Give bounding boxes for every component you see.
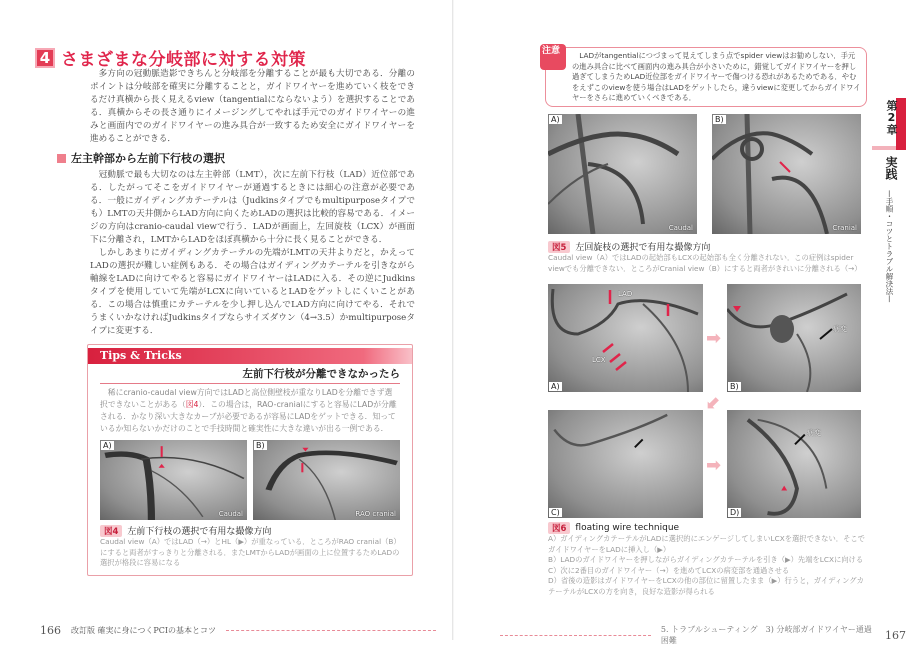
footer-rule (226, 630, 436, 631)
body-paragraph-2: しかしあまりにガイディングカテーテルの先端がLMTの天井よりだと，かえってLADの選択が難しい症例もある．その場合はガイディングカテーテルを引きながら軸線をLADに向けてやると容易にガイドワイヤーはLADに入る．その逆にJudkinsタイプを使用していて先端がLCXに向いているとLADをゲットしにくいことがある．この場合は慎重にカテーテルを少し押し込んでLAD方向に向けてやる．それでうまくいかなければJudkinsタイプならサイズダウン（4→3.5）かmultipurposeタイプに変更する． (90, 248, 415, 336)
panel-label: B) (256, 441, 265, 450)
intro-paragraph: 多方向の冠動脈造影できちんと分岐部を分離することが最も大切である．分離のポイントは分岐部を確実に分離することと，ガイドワイヤーを進めていく枝をできるだけ真横から長く見えるview（tangentialにならないよう）を選択することである．真横からその長さ通りにイメージングしてやれば手元でのガイドワイヤーの進みと画面内でのガイドワイヤーの進み具合が一致するため安全にガイドワイヤーを進めることができる． (90, 69, 415, 144)
figure-label: 図4 (100, 525, 122, 537)
body-paragraph-1: 冠動脈で最も大切なのは左主幹部（LMT），次に左前下行枝（LAD）近位部である．したがってそこをガイドワイヤーが通過するときには細心の注意が必要である．一般にガイディングカテーテルは（Judkinsタイプでもmultipurposeタイプでも）LMTの天井側からLAD方向に向くためLADの選択は比較的容易である．イメージの方向はcranio-caudal viewで行う．LADが画面上，左回旋枝（LCX）が画面下に分離され，LMTからLADをほぼ真横から十分に長く見ることができる． (90, 170, 415, 245)
figure-text: Caudal view（A）ではLADの起始部もLCXの起始部も全く分離されない．この症例はspider viewでも分離できない．ところがCranial view（B）にすると両者がきれいに分離される（→） (548, 253, 862, 273)
angiogram-fig5-a (548, 114, 697, 234)
note-text: LADがtangentialにつづまって見えてしまう点でspider viewはお勧めしない．手元の進み具合に比べて画面内の進み具合が小さいために，錯覚してガイドワイヤーを押し過ぎてしまうためLAD近位部をガイドワイヤーで傷つける恐れがあるためである．やむをえずこのviewを使う場合はLADをゲットしたら，違うviewに変更してからガイドワイヤーをさらに進めていくべきである． (572, 51, 861, 102)
page-spine (452, 0, 454, 640)
tips-text-a: 稀にcranio-caudal view方向ではLADと高位側壁枝が重なりLADを分離できず選択できないことがある（ (100, 388, 393, 409)
section-title: さまざまな分岐部に対する対策 (61, 50, 306, 70)
tips-text (100, 387, 400, 435)
square-bullet-icon (57, 154, 66, 163)
page-number: 166 (40, 624, 61, 637)
view-tag: Caudal (668, 224, 693, 232)
angiogram-fig6-a (548, 284, 703, 392)
angiogram-fig5-b (712, 114, 861, 234)
left-footer (40, 624, 436, 637)
running-title: 改訂版 確実に身につくPCIの基本とコツ (71, 626, 217, 635)
caption-item: C）次に2番目のガイドワイヤー（→）を進めてLCXの病変部を通過させる (548, 565, 790, 575)
chapter-subtitle: —手順・コツとトラブル解決法— (885, 190, 894, 303)
footer-rule (500, 635, 651, 636)
subsection-heading (57, 150, 415, 166)
left-column (57, 68, 415, 576)
caution-icon: 注意 (540, 44, 566, 70)
section-heading (35, 45, 306, 70)
figure-ref: 図4 (185, 400, 199, 409)
figure-title: 左回旋枝の選択で有用な撮像方向 (575, 243, 711, 253)
chapter-title: 実践 (884, 156, 898, 180)
panel-label: A) (551, 382, 560, 391)
figure-title: 左前下行枝の選択で有用な撮像方向 (127, 527, 272, 537)
panel-label: A) (551, 115, 560, 124)
vessel-label-lcx: LCX (592, 356, 606, 364)
tips-header: Tips & Tricks (88, 348, 412, 364)
figure5-caption (548, 240, 863, 274)
section-number: 4 (35, 48, 55, 68)
arrow-right-icon: ➡ (706, 328, 722, 349)
angiogram-fig6-c (548, 410, 703, 518)
tips-title: 左前下行枝が分離できなかったら (242, 368, 400, 380)
angiogram-fig4-b (253, 440, 400, 520)
caption-item: A）ガイディングカテーテルがLADに選択的にエンゲージしてしまいLCXを選択できない．そこでガイドワイヤーをLADに挿入し（▶） (548, 534, 865, 554)
view-tag: RAO cranial (355, 510, 396, 518)
view-tag: Cranial (832, 224, 857, 232)
figure-label: 図5 (548, 241, 570, 253)
figure6-caption (548, 522, 866, 597)
figure4-caption (100, 524, 400, 569)
panel-label: C) (551, 508, 560, 517)
vessel-label-lad: LAD (618, 290, 633, 298)
lesion-label: 病変 (807, 429, 821, 437)
angiogram-fig4-a (100, 440, 247, 520)
subsection-title: 左主幹部から左前下行枝の選択 (71, 152, 225, 165)
tips-text-b: ）．この場合は，RAO-cranialにすると容易にLADが分離される．かなり深い大きなカーブが必要であるが容易にLADをゲットできる．知っているか知らないかだけのことで手技時間と確実性に大きな違いが出る一例である． (100, 400, 397, 433)
caution-note (542, 46, 867, 107)
view-tag: Caudal (218, 510, 243, 518)
arrow-down-left-icon: ⬋ (706, 392, 722, 413)
running-section: 5. トラブルシューティング 3) 分岐部ガイドワイヤー通過困難 (660, 625, 872, 645)
panel-label: B) (715, 115, 724, 124)
page-number: 167 (885, 628, 906, 642)
chapter-divider (872, 146, 896, 150)
panel-label: A) (103, 441, 112, 450)
figure4-images (100, 440, 400, 520)
caption-item: B）LADのガイドワイヤーを押しながらガイディングカテーテルを引き（▶）先端をLCXに向ける (548, 555, 864, 564)
angiogram-fig6-b (727, 284, 861, 392)
angiogram-fig6-d (727, 410, 861, 518)
lesion-label: 病変 (833, 325, 847, 333)
chapter-number: 第2章 (885, 100, 898, 135)
right-footer (500, 624, 906, 646)
arrow-right-icon: ➡ (706, 455, 722, 476)
divider (100, 383, 400, 384)
caption-item: D）省後の造影はガイドワイヤーをLCXの他の部位に留置したまま（▶）行うと，ガイディングカテーテルがLCXの方を向き，良好な造影が得られる (548, 576, 864, 596)
panel-label: B) (730, 382, 739, 391)
figure-label: 図6 (548, 522, 570, 534)
tips-box (87, 344, 413, 576)
figure-text: Caudal view（A）ではLAD（→）とHL（▶）が重なっている．ところがRAO cranial（B）にすると両者がすっきりと分離される．またLMTからLADが画面の上に位置するためLADの選択が格段に容易になる (100, 537, 400, 567)
panel-label: D) (730, 508, 740, 517)
figure-title: floating wire technique (575, 523, 680, 533)
